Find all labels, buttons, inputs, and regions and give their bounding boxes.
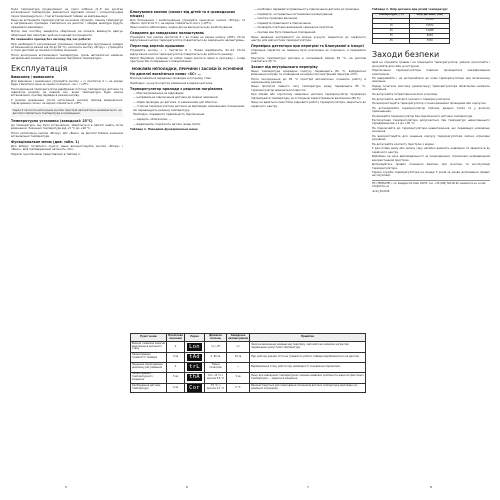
error-2-item: — неправильне підключення датчика до мережі живлення; — [133, 95, 219, 100]
safety-paragraph: У разі появи диму або запаху гару негайно вимкніть живлення та зверніться до сервісного центру. — [372, 146, 490, 154]
column-1 — [11, 8, 123, 157]
table-cell: 15 — [373, 23, 410, 28]
display-code: thA — [189, 374, 200, 381]
onoff-paragraph: У режимі вимикання (після натискання кнопки) прилад вимикається, підсвічування гасне і на екрані з'являється «oFF». — [11, 97, 123, 106]
intro-paragraph: Після досягнення встановленої температури, гриль автоматично вимикає нагрівальний елемент і вмикає режим підтримки температури. — [11, 53, 123, 61]
table-cell: 5 хв — [227, 372, 250, 383]
section-title-safety: Заходи безпеки — [372, 50, 440, 60]
error-1-title: На дисплеї висвітиться напис «SC» — — [130, 72, 201, 77]
table-cell: — — [227, 362, 250, 372]
safety-paragraph: Підключення терморегулятора повинно проводитися кваліфікованим електриком. — [372, 68, 490, 76]
list-item: — перевірте правильність підключення. — [254, 20, 312, 25]
menu-paragraph: Для вибору потрібного пункту меню використовуйте кнопки «Вгору» / «Вниз». Для підтвердження натисніть «Ок». — [11, 143, 123, 152]
safety-paragraph: Не відкривайте і не доторкайтеся до клем терморегулятора при включеному живленні. — [372, 76, 490, 84]
protect-title: Перевірка детектора при перегріві та блокуванні в Іспорті — [251, 43, 364, 48]
overheat-paragraph: Після охолодження до 65 °С пристрій автоматично поновить роботу в нормальному режимі. — [251, 76, 366, 84]
safety-paragraph: Виробник не несе відповідальності за пошкодження, спричинені неправильним використанням пристрою. — [372, 154, 490, 162]
table-cell: Вмикає / вимикає захисне відключення шкільного стану — [132, 341, 165, 351]
reset-title: Скидання до заводських налаштувань — [130, 31, 205, 36]
table-row — [131, 383, 366, 393]
table-cell: 5330 — [410, 39, 450, 44]
error-2-item: — сторона терморегулятора датчика не відповідає номінальним показникам, які перевищують реальну температуру. — [133, 104, 245, 112]
top-list-item: — перевірте, чи правильно встановлені налаштування. — [254, 11, 334, 16]
safety-paragraph: Експлуатація терморегулятора допускається при температурі навколишнього середовища від +1 до +45 °С. — [372, 118, 490, 126]
safety-paragraph: Щоб не отримати травми і не пошкодити терморегулятор, уважно прочитайте і зрозумійте для себе ці інструкції. — [372, 60, 490, 68]
table-header: Заводське налаштування — [228, 333, 249, 340]
temperature-paragraph: Після натискання кнопки «Вгору» або «Вниз» на дисплеї блимає значення встановленої температури. — [11, 130, 123, 139]
page-number: 7 — [307, 485, 309, 489]
table-cell: Налаштування тривалості таймера — [131, 352, 167, 362]
table-cell: 12488 — [410, 29, 450, 34]
table-header: Опір датчика, (Ом) — [410, 13, 450, 18]
warning-text: Не залишайте прилад без нагляду під час роботи! — [11, 37, 91, 42]
safety-paragraph: Не використовуйте для чищення корпусу терморегулятора хімічно агресивні речовини. — [372, 133, 490, 142]
table-header: Примітки — [250, 334, 366, 342]
intro-paragraph: При необхідності регулювання утримання температури внутрішньої камери за бажанням (в межах від 30 до 90 °С), натисніть кнопку «Вгору» і утримуйте її, поки дисплей не покаже потрібне значення. — [11, 41, 123, 53]
overheat-paragraph: Якщо не вдається самостійно відновити роботу терморегулятора, зверніться до сервісного центру. — [251, 100, 366, 108]
table-cell: 30 хв — [227, 352, 250, 362]
table-header: Діапазон значень — [205, 334, 227, 342]
table-row — [131, 342, 366, 353]
table-cell: 5 хв — [167, 372, 185, 383]
safety-paragraph: Перед початком монтажу (демонтажу) терморегулятора обов'язково вимкніть живлення. — [372, 84, 490, 92]
table-cell: 4 хв — [167, 383, 185, 393]
table-cell: Якщо для заводських температурних значень виявлено розбіжність відносно фактичної температури — задається зміщення. — [250, 372, 366, 383]
table-cell: on — [227, 342, 250, 353]
sensor-title: Перегляд верхніх прошивок — [130, 44, 185, 49]
temperature-paragraph: Ця температура, яку було встановлено, зберігається в пам'яті навіть після вимкнення. Значення температури від +5 °С до +90 °С. — [11, 122, 123, 131]
protect-paragraph: Контроль температури датчика в ізольованій камері 65 °С, на дисплеї з'являється 45 °С. — [251, 55, 366, 63]
table-row — [131, 362, 366, 372]
display-code: tAd — [189, 354, 200, 361]
display-code: Lon — [189, 343, 200, 350]
document-code: ukr12_00-0016 — [372, 189, 390, 193]
safety-paragraph: Не використовуйте терморегулятор з пошкодженими проводами або корпусом. — [372, 101, 487, 106]
subsection-title-menu: Функціональне меню (див. табл. 1) — [11, 139, 80, 144]
table-cell: 0 °С — [227, 383, 250, 393]
table-header-row — [131, 334, 366, 342]
display-code: trL — [189, 363, 200, 370]
safety-paragraph: Не допускайте потрапляння вологи в прилад. — [372, 91, 438, 96]
lock-paragraph: Якщо кнопки заблоковані, жодна дія не виконується до розблокування. — [130, 25, 233, 30]
sensor-paragraph: Увага! Виробник залишає за собою право вносити зміни в програму і склад пристрою без попереднього повідомлення. — [130, 56, 245, 64]
table-row — [131, 372, 366, 383]
subsection-title-onoff: Вмикання / вимикання — [11, 74, 54, 79]
page-number: 8 — [430, 485, 432, 489]
safety-paragraph: Не вмикайте терморегулятор без підключеного датчика температури. — [372, 113, 474, 118]
table-row — [373, 39, 450, 44]
menu-table-container — [130, 333, 366, 393]
onoff-paragraph: Для вмикання / вимикання утримуйте кнопку « /» протягом 4 с, на екрані буде з'являтися одна за одною позначки: «on» і «oFF». — [11, 78, 123, 86]
menu-table — [130, 333, 366, 393]
table-cell: 0,5...10 °С з кроком 0,5 °С — [205, 372, 227, 383]
table-cell: ±5 °С, з кроком 0,1 °С — [205, 383, 227, 393]
safety-paragraph: Не підключайте до терморегулятора навантаження, що перевищує номінальні значення. — [372, 126, 490, 134]
menu-paragraph: Перелік пунктів меню представлено в таблиці 1. — [11, 151, 81, 156]
table-cell: 0 — [167, 342, 185, 353]
protect-paragraph: Спіральна підсвітка не повинна бути розпізнана як порожньо, а працювати далі. — [251, 47, 366, 55]
page-number: 6 — [186, 485, 188, 489]
table-cell: 0 — [167, 362, 185, 372]
sensor-resistance-table — [372, 13, 450, 45]
safety-paragraph: Не допускайте, щоб діти гралися з терморегулятором. — [372, 96, 451, 101]
sensor-paragraph: Утримуйте кнопку « » протягом 8 с. Екран відобразить S1..S4. Після відпускання кнопки терморегулятор повертається до робочого режиму. — [130, 48, 245, 56]
safety-paragraph: Не допускайте контакту пристрою з водою. — [372, 141, 435, 146]
overheat-title: Захист від внутрішнього перегріву — [251, 64, 318, 69]
table-cell: Калібрування датчика температури — [131, 383, 167, 393]
column-2 — [130, 8, 245, 133]
table-cell: 15872 — [410, 23, 450, 28]
table-header: Екран — [185, 334, 205, 342]
intro-paragraph: Коли температура продукованої на грилі хлібини (0..8 хв) досягає встановленої температури, вмикається звуковий сигнал і чотирисекундна пауза прекращується, і тоді встановлений таймер не відпрацьовує. — [11, 7, 123, 18]
error-1-text: Монтаж/зніматься заряджені проводки в поганому стані. — [130, 76, 212, 81]
table-cell: 45 — [373, 39, 410, 44]
table-cell: 3 хв — [167, 352, 185, 362]
overheat-paragraph: Якщо температура всередині корпусу перевищить 80 °С, відбудеться вимкнення нагріву та сповіщення на екрані про внутрішній перегрів «OH». — [251, 68, 366, 76]
table-cell: Налаштування температурного зміщення — [131, 372, 167, 383]
table-cell: 8059 — [410, 34, 450, 39]
table-cell: 5 — [373, 18, 410, 23]
subsection-title-temperature: Температурна установка (заводські: 25°С) — [11, 118, 93, 123]
page-number: 5 — [65, 485, 67, 489]
list-item: — проведіть повторне вимикання і вмикання пристрою. — [254, 25, 334, 30]
section-title-operation: Експлуатація — [11, 63, 68, 73]
top-list-item: — необхідно перевірити правильність підключення датчика до проводки. — [254, 7, 360, 11]
error-2-item: — відрахувати, підключіть датчик, вище третя. — [133, 121, 201, 126]
safety-paragraph: Дотримуйтесь правил пожежної безпеки при монтажі та експлуатації терморегулятора. — [372, 162, 490, 170]
table-header: Пункт меню — [131, 334, 167, 342]
table-cell: Використовується для корегування показників датчика температури відповідно до реальних показників. — [250, 383, 366, 393]
errors-title: МОЖЛИВІ НЕПОЛАДКИ, ПРИЧИНИ І ЗАСОБИ ЇХ УСУНЕННЯ — [131, 66, 244, 71]
error-2-item: — зарядіть, обов'язково; — — [133, 116, 172, 121]
lock-paragraph: Для блокування / розблокування утримуйте одночасно кнопки «Вгору» та «Вниз» протягом 5 с, на екрані з'являється «Loc» («oFF»). — [130, 17, 245, 25]
table-cell: 25339 — [410, 18, 450, 23]
error-2-item: — обрив проводки до датчика, зі замиканням цієї обмотки; — [133, 99, 218, 104]
table-cell: Відображення стану роботи при необхідності поновлення параметрів. — [250, 362, 366, 372]
list-item: — прилад має бути правильно під'єднаний. — [254, 29, 317, 34]
table-cell: При знятому режимі поточна тривалість роботи таймера відображається на дисплеї. — [250, 352, 366, 362]
intro-paragraph: Якщо ви встановите терморегулятор на режим «Ручний», панель температур в нагрівальних приладах з'являється на дисплеї і обидва шампури будуть працювати рівномірно. — [11, 18, 123, 29]
error-2-item: — Монтаж/живлення не відповідає; — [133, 90, 184, 95]
table-cell: Захисне вимкнення захищає від перегріву і автоматично вимикає нагрів при перевищенні допустимої температури. — [250, 342, 366, 353]
error-2-title: Терморегулятор прилади з решотом нагрівання — [130, 86, 223, 91]
table-cell: Тільки початкові — [205, 362, 227, 372]
service-paragraph: Якщо виявлені несправності не можна усунути, зверніться до сервісного центру для діагностики терморегулятора. — [251, 34, 366, 42]
intro-paragraph: Мотор має постійну швидкість обертання, ви можете ввімкнути двигун обертання при перегріві, щоб не пошкодити інгредієнти. — [11, 29, 123, 37]
table-cell: on / off — [205, 342, 227, 353]
overheat-paragraph: Якщо протягом певного часу температура знову перевищить 85 °С, терморегулятор вимкнеться повністю. — [251, 84, 366, 92]
manufacturer-contact: ТМ «ТЕРМО-РЕГ», пр. Бандери 18, Київ, 04073, тел. +38 (044) 500 00 00, www.termo.ua, e-mail: info@termo.ua — [372, 181, 487, 188]
footer-divider — [372, 180, 490, 181]
table-cell: Зміщення підсвічування діапазону регулювання — [131, 362, 167, 372]
column-3 — [251, 8, 366, 109]
table-row — [131, 352, 366, 362]
safety-paragraph: Не встановлюйте терморегулятор поблизу джерел тепла та у вологих приміщеннях. — [372, 105, 490, 113]
table-cell: 0..60 хв — [205, 352, 227, 362]
error-2-item: Необхідно: перевірити правильність підключення. — [133, 112, 205, 117]
reset-paragraph: Утримуйте три кнопки протягом 8 с до появи на екрані напису «dEF». Після відпускання кнопки терморегулятор повертається до заводських налаштувань. — [130, 35, 245, 43]
lock-title: Блокування кнопок (захист від дітей та в громадських місцях) — [130, 9, 236, 18]
table-header: Температура, (°С) — [373, 13, 410, 18]
table-2-caption: Таблиця 2. Опір датчика при різній температурі — [372, 7, 448, 11]
overheat-paragraph: При обриві або короткому замиканні датчика терморегулятор продовжує підтримувати температуру за останньою зареєстрованою величиною (80 %). — [251, 92, 366, 100]
display-code: Cor — [189, 384, 200, 391]
table-header: Початкове значення — [168, 333, 183, 340]
safety-paragraph: Термін служби терморегулятора не менше 5 років за умови дотримання правил експлуатації. — [372, 170, 490, 178]
note-box: Через 5 хв після натискання кнопки пристрій автоматично вимикається і на дисплеї з'являється температура в приміщенні. — [12, 107, 122, 116]
table-cell: 25 — [373, 29, 410, 34]
table-cell: 35 — [373, 34, 410, 39]
onoff-paragraph: Після вмикання терморегулятор відображає поточну температуру датчика та індикатор режиму на певний час; якщо температура буде нижче встановленої, прилад перейде в режим нагріву. — [11, 86, 123, 98]
top-list-item: — монтаж проводки виконано. — [254, 16, 299, 21]
error-1-text: Необхідно: усунути коротке замикання в мережі датчика. — [130, 80, 213, 85]
column-4 — [372, 8, 490, 193]
table-1-caption: Таблиця 1. Наводима функціональне меню — [130, 126, 198, 131]
